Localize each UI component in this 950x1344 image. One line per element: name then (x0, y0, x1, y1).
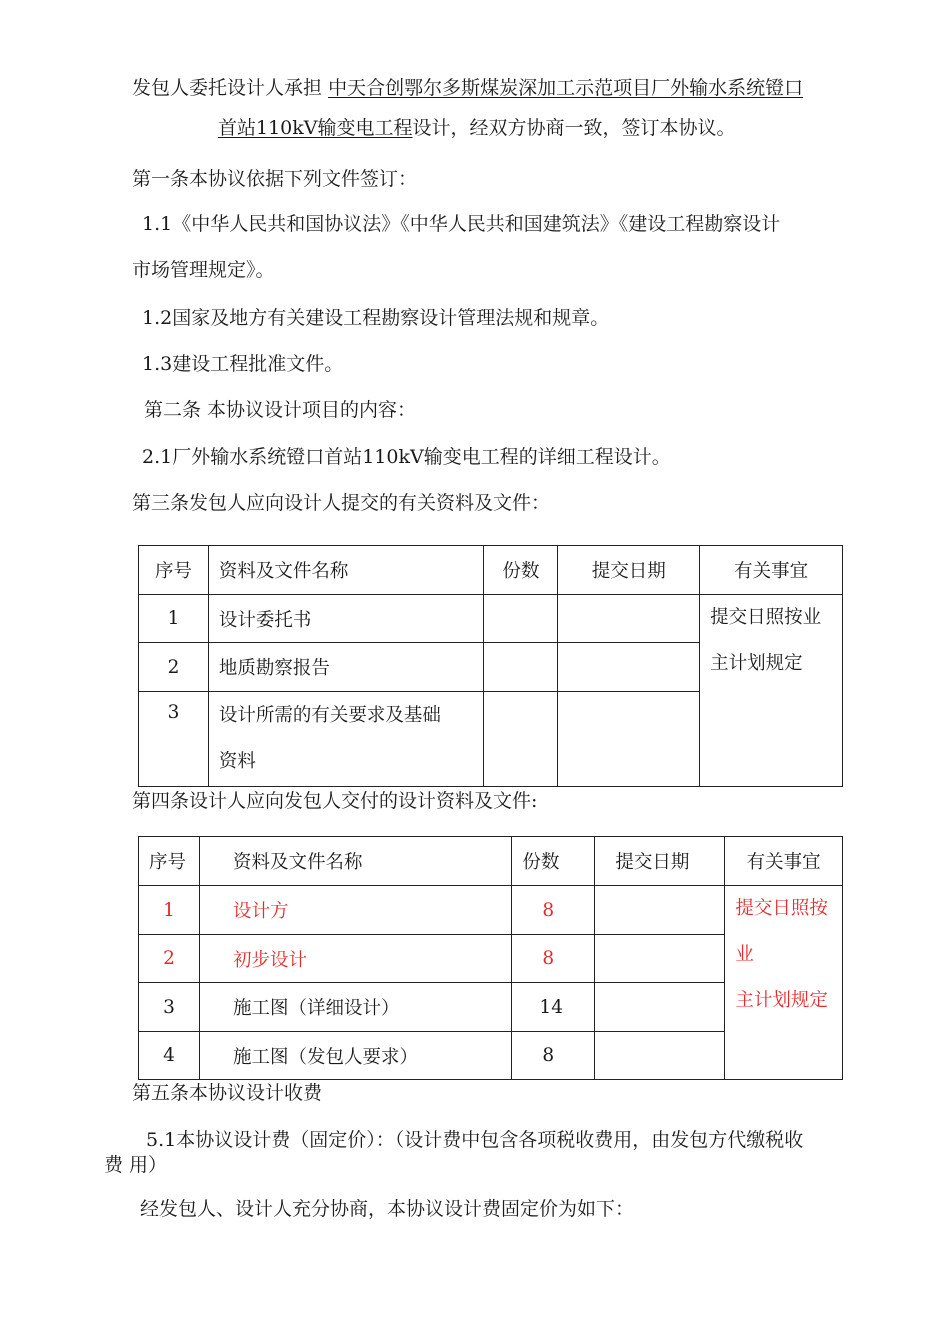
row-copies (484, 692, 558, 787)
project-name-part2: 首站110kV输变电工程 (218, 117, 413, 139)
header-no: 序号 (139, 546, 209, 595)
row-copies: 14 (512, 983, 595, 1032)
table-row (139, 886, 843, 935)
table-header-row (139, 837, 843, 886)
row-no: 1 (139, 595, 209, 643)
row-date (595, 1032, 725, 1080)
row-name-line-2: 资料 (218, 751, 256, 772)
row-no: 4 (139, 1032, 200, 1080)
row-no: 3 (139, 692, 209, 787)
deliverables-table (138, 836, 843, 1080)
row-date (595, 935, 725, 983)
row-date (558, 595, 700, 643)
row-no: 2 (139, 935, 200, 983)
header-name: 资料及文件名称 (208, 546, 484, 595)
article3-title: 第三条发包人应向设计人提交的有关资料及文件： (132, 492, 551, 514)
notes-cell (725, 886, 843, 1080)
row-date (595, 886, 725, 935)
row-copies (484, 643, 558, 692)
row-name: 施工图（发包人要求） (199, 1032, 511, 1080)
intro-line-1 (132, 76, 803, 100)
header-copies: 份数 (512, 837, 595, 886)
article4-title: 第四条设计人应向发包人交付的设计资料及文件: (132, 790, 538, 812)
table-header-row (139, 546, 843, 595)
row-copies: 8 (512, 935, 595, 983)
notes-line-1: 提交日照按业 (710, 607, 822, 628)
intro-line-2 (218, 116, 736, 140)
row-copies: 8 (512, 1032, 595, 1080)
row-name: 初步设计 (199, 935, 511, 983)
row-copies: 8 (512, 886, 595, 935)
article2-item1: 2.1厂外输水系统镫口首站110kV输变电工程的详细工程设计。 (142, 446, 671, 468)
article1-item3: 1.3建设工程批准文件。 (142, 353, 344, 375)
row-no: 3 (139, 983, 200, 1032)
article1-item1-line2: 市场管理规定》。 (132, 259, 275, 281)
article5-item1-line2: 费 用） (104, 1154, 168, 1176)
row-copies (484, 595, 558, 643)
row-date (558, 692, 700, 787)
row-date (558, 643, 700, 692)
submission-table (138, 545, 843, 787)
intro-prefix: 发包人委托设计人承担 (132, 77, 323, 99)
header-copies: 份数 (484, 546, 558, 595)
header-date: 提交日期 (558, 546, 700, 595)
row-name (208, 692, 484, 787)
row-name: 设计委托书 (208, 595, 484, 643)
article5-title: 第五条本协议设计收费 (132, 1082, 323, 1104)
table-row (139, 595, 843, 643)
intro-suffix: 设计，经双方协商一致，签订本协议。 (412, 117, 736, 139)
row-name: 设计方 (199, 886, 511, 935)
row-name: 施工图（详细设计） (199, 983, 511, 1032)
article1-title: 第一条本协议依据下列文件签订： (132, 168, 418, 190)
notes-line-2: 主计划规定 (735, 990, 828, 1011)
notes-line-1: 提交日照按业 (735, 898, 828, 965)
article1-item1-line1: 1.1《中华人民共和国协议法》《中华人民共和国建筑法》《建设工程勘察设计 (142, 213, 781, 235)
header-notes: 有关事宜 (700, 546, 843, 595)
notes-cell (700, 595, 843, 787)
project-name-part1: 中天合创鄂尔多斯煤炭深加工示范项目厂外输水系统镫口 (328, 77, 804, 99)
row-name-line-1: 设计所需的有关要求及基础 (218, 705, 441, 726)
article1-item2: 1.2国家及地方有关建设工程勘察设计管理法规和规章。 (142, 307, 610, 329)
header-date: 提交日期 (595, 837, 725, 886)
article5-closing: 经发包人、设计人充分协商，本协议设计费固定价为如下： (140, 1198, 635, 1220)
notes-line-2: 主计划规定 (710, 653, 803, 674)
header-name: 资料及文件名称 (199, 837, 511, 886)
header-no: 序号 (139, 837, 200, 886)
row-no: 2 (139, 643, 209, 692)
article5-item1-line1: 5.1本协议设计费（固定价）：（设计费中包含各项税收费用，由发包方代缴税收 (146, 1129, 804, 1151)
header-notes: 有关事宜 (725, 837, 843, 886)
article2-title: 第二条 本协议设计项目的内容： (144, 399, 417, 421)
row-date (595, 983, 725, 1032)
row-name: 地质勘察报告 (208, 643, 484, 692)
row-no: 1 (139, 886, 200, 935)
